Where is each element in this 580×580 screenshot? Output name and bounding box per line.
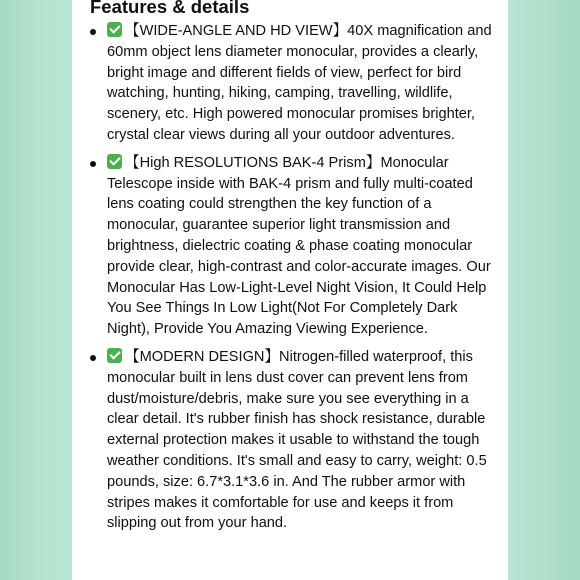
feature-list [72,21,508,541]
check-mark-button-icon [107,154,122,169]
feature-item-modern-design [72,347,508,534]
features-panel [72,0,508,580]
section-heading: Features & details [90,0,250,17]
feature-text: 【High RESOLUTIONS BAK-4 Prism】Monocular Telescope inside with BAK-4 prism and fully multi-coated lens coating could strengthen the key function of a monocular, guarantee superior light transmission and brightness, dielectric coating & phase coating monocular provide clear, high-contrast and color-accurate images. Our Monocular Has Low-Light-Level Night Vision, It Could Help You See Things In Low Light(Not For Completely Dark Night), Provide You Amazing Viewing Experience. [107,154,491,338]
feature-item-resolution [72,153,508,340]
bullet-icon [90,29,96,35]
feature-text: 【MODERN DESIGN】Nitrogen-filled waterproof, this monocular built in lens dust cover can prevent lens from dust/moisture/debris, make sure you see everything in a clear detail. It's rubber finish has shock resistance, durable external protection makes it usable to withstand the tough weather conditions. It's small and easy to carry, weight: 0.5 pounds, size: 6.7*3.1*3.6 in. And The rubber armor with stripes makes it comfortable for use and keeps it from slipping out from your hand. [107,348,487,532]
feature-text: 【WIDE-ANGLE AND HD VIEW】40X magnification and 60mm object lens diameter monocular, provides a clearly, bright image and different fields of view, perfect for bird watching, hunting, hiking, camping, travelling, wildlife, scenery, etc. High powered monocular promises brighter, crystal clear views during all your outdoor adventures. [107,23,492,143]
check-mark-button-icon [107,22,122,37]
bullet-icon [90,355,96,361]
feature-item-wide-angle [72,21,508,146]
bullet-icon [90,161,96,167]
check-mark-button-icon [107,348,122,363]
